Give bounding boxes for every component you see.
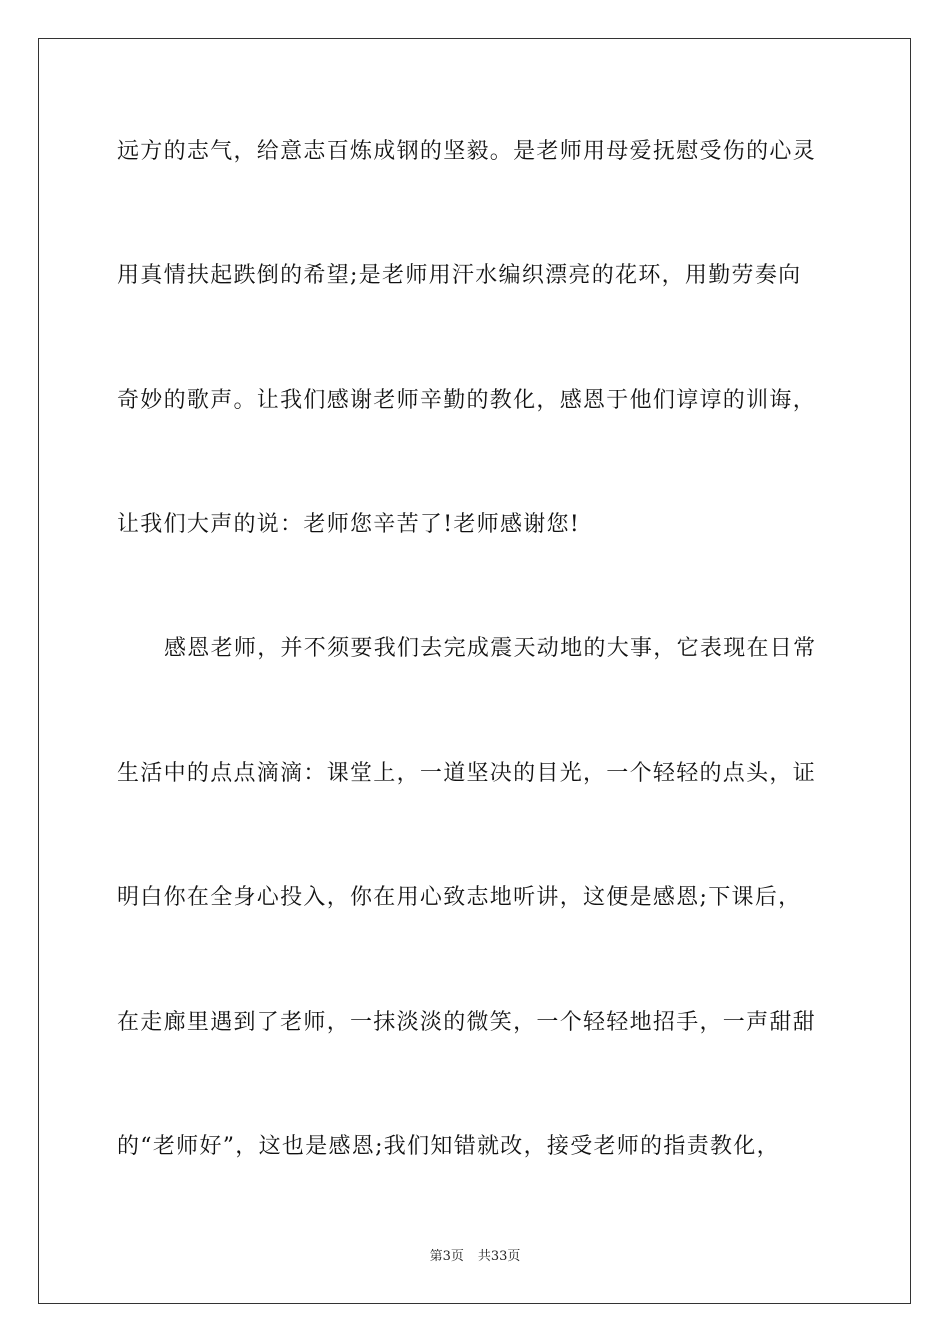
paragraph-line: 奇妙的歌声。让我们感谢老师辛勤的教化，感恩于他们谆谆的训诲， (117, 388, 817, 413)
paragraph-line: 让我们大声的说：老师您辛苦了!老师感谢您! (117, 512, 580, 537)
paragraph-first-line: 感恩老师，并不须要我们去完成震天动地的大事，它表现在日常 (164, 636, 817, 661)
paragraph-line: 的“老师好”，这也是感恩;我们知错就改，接受老师的指责教化， (117, 1134, 780, 1159)
paragraph-line: 在走廊里遇到了老师，一抹淡淡的微笑，一个轻轻地招手，一声甜甜 (117, 1010, 817, 1035)
paragraph-line: 远方的志气，给意志百炼成钢的坚毅。是老师用母爱抚慰受伤的心灵 (117, 139, 817, 164)
paragraph-line: 用真情扶起跌倒的希望;是老师用汗水编织漂亮的花环，用勤劳奏向 (117, 263, 802, 288)
paragraph-line: 明白你在全身心投入，你在用心致志地听讲，这便是感恩;下课后， (117, 885, 802, 910)
page-number: 第3页 (429, 1249, 464, 1264)
paragraph-line: 生活中的点点滴滴：课堂上，一道坚决的目光，一个轻轻的点头，证 (117, 761, 817, 786)
page-footer (0, 1248, 950, 1266)
page-border (38, 38, 911, 1304)
page-total: 共33页 (477, 1249, 521, 1264)
